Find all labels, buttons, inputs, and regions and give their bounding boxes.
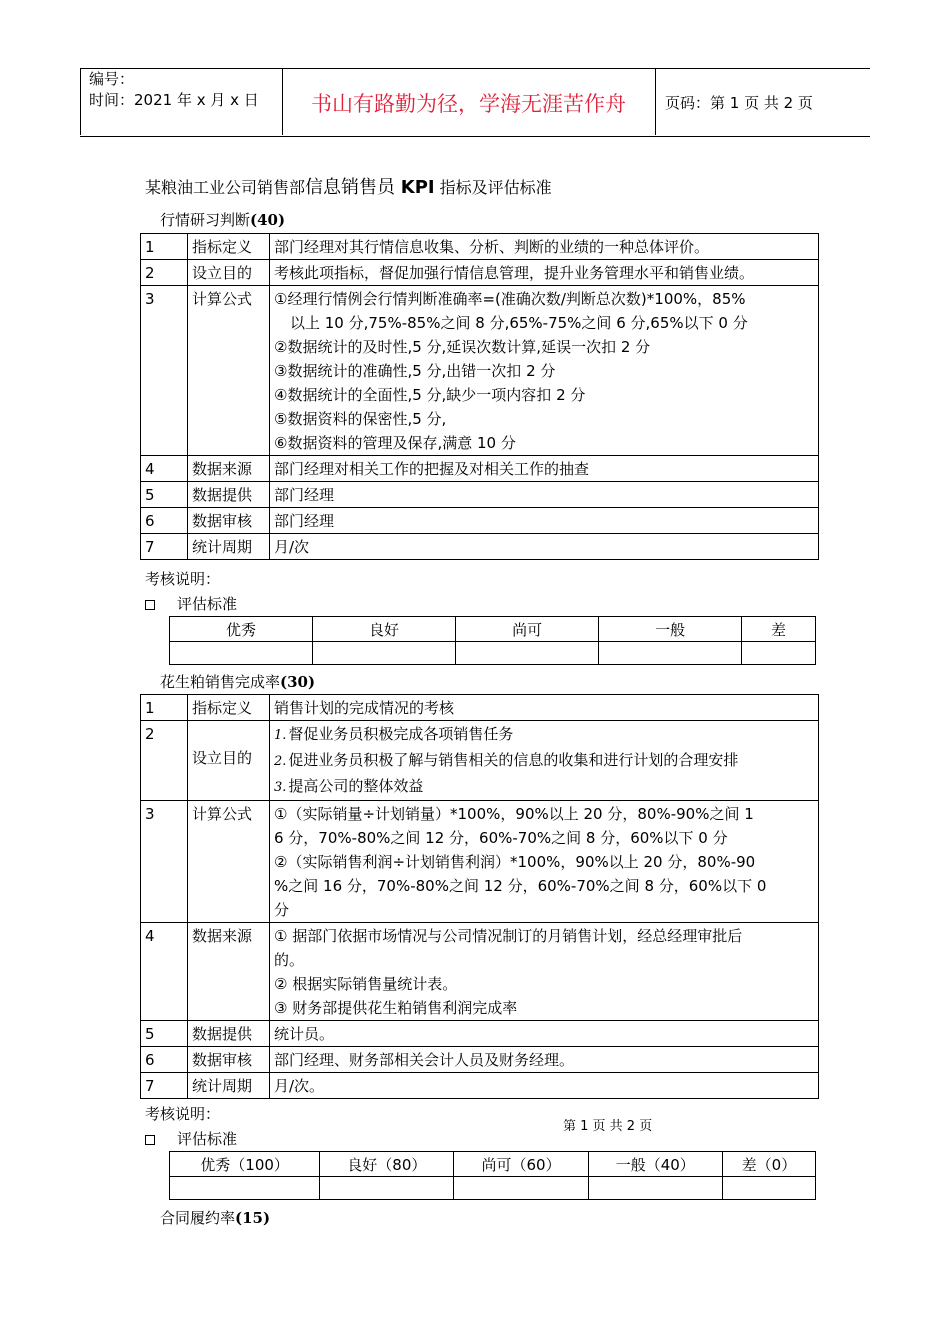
checkbox-icon [145, 600, 155, 610]
row-number: 2 [141, 721, 188, 801]
eval-header-cell: 良好（80） [320, 1152, 454, 1177]
section1-title-text: 行情研习判断 [160, 211, 251, 229]
table-row [141, 923, 819, 1021]
row-number: 2 [141, 260, 188, 286]
table-row [141, 801, 819, 923]
header-divider [655, 68, 656, 135]
eval-header-cell: 优秀 [170, 617, 313, 642]
row-number: 4 [141, 923, 188, 1021]
row-key: 数据来源 [188, 456, 270, 482]
row-key: 统计周期 [188, 1073, 270, 1099]
table-row [141, 534, 819, 560]
row-value: 部门经理、财务部相关会计人员及财务经理。 [270, 1047, 819, 1073]
eval-header-cell: 差 [742, 617, 816, 642]
header-motto: 书山有路勤为径，学海无涯苦作舟 [311, 92, 626, 116]
eval-header-cell: 一般 [599, 617, 742, 642]
row-number: 7 [141, 534, 188, 560]
cell-line: 考核此项指标，督促加强行情信息管理，提升业务管理水平和销售业绩。 [274, 264, 755, 282]
purpose-item: 3. 提高公司的整体效益 [274, 777, 424, 795]
eval-value-cell [599, 642, 742, 665]
row-value [270, 923, 819, 1021]
section1-eval-table [169, 616, 816, 665]
eval-header-cell: 尚可（60） [454, 1152, 588, 1177]
cell-line: ③数据统计的准确性,5 分,出错一次扣 2 分 [274, 362, 556, 380]
row-key: 统计周期 [188, 534, 270, 560]
row-key: 指标定义 [188, 234, 270, 260]
row-value: 月/次。 [270, 1073, 819, 1099]
cell-line: 的。 [274, 951, 305, 969]
title-main: 信息销售员 [305, 177, 401, 198]
row-number: 3 [141, 801, 188, 923]
row-value: 统计员。 [270, 1021, 819, 1047]
section3-title [160, 1207, 270, 1228]
row-value [270, 508, 819, 534]
row-value [270, 260, 819, 286]
row-number: 1 [141, 234, 188, 260]
cell-line: 部门经理对其行情信息收集、分析、判断的业绩的一种总体评价。 [274, 238, 710, 256]
eval-value-cell [454, 1177, 588, 1200]
row-key: 数据提供 [188, 482, 270, 508]
cell-line: ③ 财务部提供花生粕销售利润完成率 [274, 999, 518, 1017]
section2-title-text: 花生粕销售完成率 [160, 673, 281, 691]
cell-line: ① 据部门依据市场情况与公司情况制订的月销售计划，经总经理审批后 [274, 927, 743, 945]
cell-line: 6 分，70%-80%之间 12 分，60%-70%之间 8 分，60%以下 0 分 [274, 829, 728, 847]
section1-score: (40) [250, 211, 286, 229]
header-page-label: 页码：第 1 页 共 2 页 [665, 94, 813, 112]
row-number: 6 [141, 508, 188, 534]
table-row [141, 1021, 819, 1047]
table-row [141, 234, 819, 260]
cell-line: 部门经理 [274, 486, 335, 504]
eval-header-cell: 差（0） [722, 1152, 815, 1177]
section1-eval-label [145, 593, 237, 614]
row-key: 计算公式 [188, 801, 270, 923]
eval-value-cell [320, 1177, 454, 1200]
row-number: 5 [141, 1021, 188, 1047]
row-number: 7 [141, 1073, 188, 1099]
eval-header-cell: 一般（40） [588, 1152, 722, 1177]
row-number: 4 [141, 456, 188, 482]
purpose-item: 1. 督促业务员积极完成各项销售任务 [274, 725, 514, 743]
row-value [270, 721, 819, 801]
eval-value-cell [742, 642, 816, 665]
section2-eval-text: 评估标准 [177, 1130, 238, 1148]
row-number: 1 [141, 695, 188, 721]
title-prefix: 某粮油工业公司销售部 [145, 178, 306, 197]
row-key: 计算公式 [188, 286, 270, 456]
row-value [270, 534, 819, 560]
cell-line: ④数据统计的全面性,5 分,缺少一项内容扣 2 分 [274, 386, 586, 404]
section1-note: 考核说明： [145, 570, 221, 588]
table-row [141, 260, 819, 286]
eval-value-cell [456, 642, 599, 665]
table-row [141, 1073, 819, 1099]
section2-score: (30) [280, 673, 316, 691]
row-key: 指标定义 [188, 695, 270, 721]
row-key: 设立目的 [188, 260, 270, 286]
table-row [141, 456, 819, 482]
section2-note: 考核说明： [145, 1105, 221, 1123]
cell-line: 部门经理 [274, 512, 335, 530]
title-kpi: KPI [400, 177, 435, 198]
row-value [270, 234, 819, 260]
row-key: 数据审核 [188, 508, 270, 534]
table-row [141, 482, 819, 508]
table-row [141, 721, 819, 801]
cell-line: 以上 10 分,75%-85%之间 8 分,65%-75%之间 6 分,65%以下 0 分 [290, 314, 748, 332]
cell-line: ②数据统计的及时性,5 分,延误次数计算,延误一次扣 2 分 [274, 338, 651, 356]
row-number: 3 [141, 286, 188, 456]
row-key: 数据审核 [188, 1047, 270, 1073]
row-value [270, 482, 819, 508]
cell-line: 分 [274, 901, 290, 919]
row-value: 销售计划的完成情况的考核 [270, 695, 819, 721]
title-suffix: 指标及评估标准 [434, 178, 552, 197]
cell-line: 月/次 [274, 538, 310, 556]
cell-line: ⑥数据资料的管理及保存,满意 10 分 [274, 434, 516, 452]
eval-value-cell [588, 1177, 722, 1200]
section3-score: (15) [235, 1209, 271, 1227]
purpose-item: 2. 促进业务员积极了解与销售相关的信息的收集和进行计划的合理安排 [274, 751, 739, 769]
checkbox-icon [145, 1135, 155, 1145]
eval-value-cell [313, 642, 456, 665]
row-key: 数据来源 [188, 923, 270, 1021]
document-title [145, 173, 552, 199]
table-row [141, 286, 819, 456]
cell-line: ②（实际销售利润÷计划销售利润）*100%，90%以上 20 分，80%-90 [274, 853, 756, 871]
section2-kpi-table [140, 694, 819, 1099]
row-number: 5 [141, 482, 188, 508]
cell-line: ⑤数据资料的保密性,5 分, [274, 410, 447, 428]
table-row [141, 1047, 819, 1073]
eval-value-cell [170, 642, 313, 665]
row-key: 数据提供 [188, 1021, 270, 1047]
document-time-label: 时间：2021 年 x 月 x 日 [89, 91, 259, 109]
section1-eval-text: 评估标准 [177, 595, 238, 613]
cell-line: 部门经理对相关工作的把握及对相关工作的抽查 [274, 460, 590, 478]
eval-header-cell: 尚可 [456, 617, 599, 642]
table-row [141, 508, 819, 534]
section3-title-text: 合同履约率 [160, 1209, 236, 1227]
row-value [270, 801, 819, 923]
section2-eval-label [145, 1128, 237, 1149]
section2-eval-table [169, 1151, 816, 1200]
table-row [141, 695, 819, 721]
eval-header-cell: 良好 [313, 617, 456, 642]
cell-line: ② 根据实际销售量统计表。 [274, 975, 458, 993]
row-value [270, 286, 819, 456]
cell-line: ①（实际销量÷计划销量）*100%，90%以上 20 分，80%-90%之间 1 [274, 805, 754, 823]
row-number: 6 [141, 1047, 188, 1073]
section1-kpi-table [140, 233, 819, 560]
cell-line: %之间 16 分，70%-80%之间 12 分，60%-70%之间 8 分，60%以下 0 [274, 877, 767, 895]
cell-line: ①经理行情例会行情判断准确率=(准确次数/判断总次数)*100%，85% [274, 290, 746, 308]
page-footer: 第 1 页 共 2 页 [563, 1119, 653, 1134]
eval-header-cell: 优秀（100） [170, 1152, 320, 1177]
row-value [270, 456, 819, 482]
document-number-label: 编号： [89, 70, 135, 88]
eval-value-cell [170, 1177, 320, 1200]
section2-title [160, 671, 315, 692]
section1-title [160, 209, 285, 230]
row-key: 设立目的 [188, 721, 270, 801]
eval-value-cell [722, 1177, 815, 1200]
